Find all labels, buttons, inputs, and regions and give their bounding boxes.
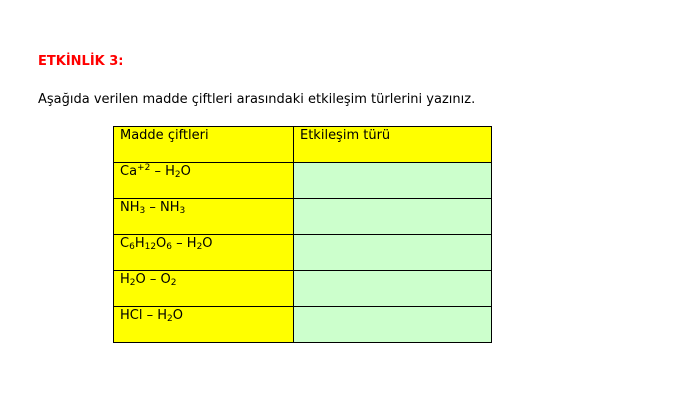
table-row bbox=[114, 163, 492, 199]
interaction-table bbox=[113, 126, 492, 343]
substance-pair: HCl – $H_2O$ bbox=[114, 307, 294, 343]
interaction-answer-cell[interactable] bbox=[294, 235, 492, 271]
substance-pair: $H_2O - O_2$ bbox=[114, 271, 294, 307]
substance-pair: $C_6H_{12}O_6 - H_2O$ bbox=[114, 235, 294, 271]
table-header-row bbox=[114, 127, 492, 163]
activity-heading: ETKİNLİK 3: bbox=[38, 54, 124, 69]
interaction-answer-cell[interactable] bbox=[294, 163, 492, 199]
interaction-answer-cell[interactable] bbox=[294, 307, 492, 343]
interaction-answer-cell[interactable] bbox=[294, 271, 492, 307]
table-row bbox=[114, 271, 492, 307]
header-substance-pairs: Madde çiftleri bbox=[114, 127, 294, 163]
substance-pair: $NH_3 - NH_3$ bbox=[114, 199, 294, 235]
instruction-text: Aşağıda verilen madde çiftleri arasındaki etkileşim türlerini yazınız. bbox=[38, 92, 476, 107]
table-row bbox=[114, 235, 492, 271]
table-row bbox=[114, 307, 492, 343]
interaction-answer-cell[interactable] bbox=[294, 199, 492, 235]
table-row bbox=[114, 199, 492, 235]
header-interaction-type: Etkileşim türü bbox=[294, 127, 492, 163]
substance-pair: $Ca^{+2} - H_2O$ bbox=[114, 163, 294, 199]
